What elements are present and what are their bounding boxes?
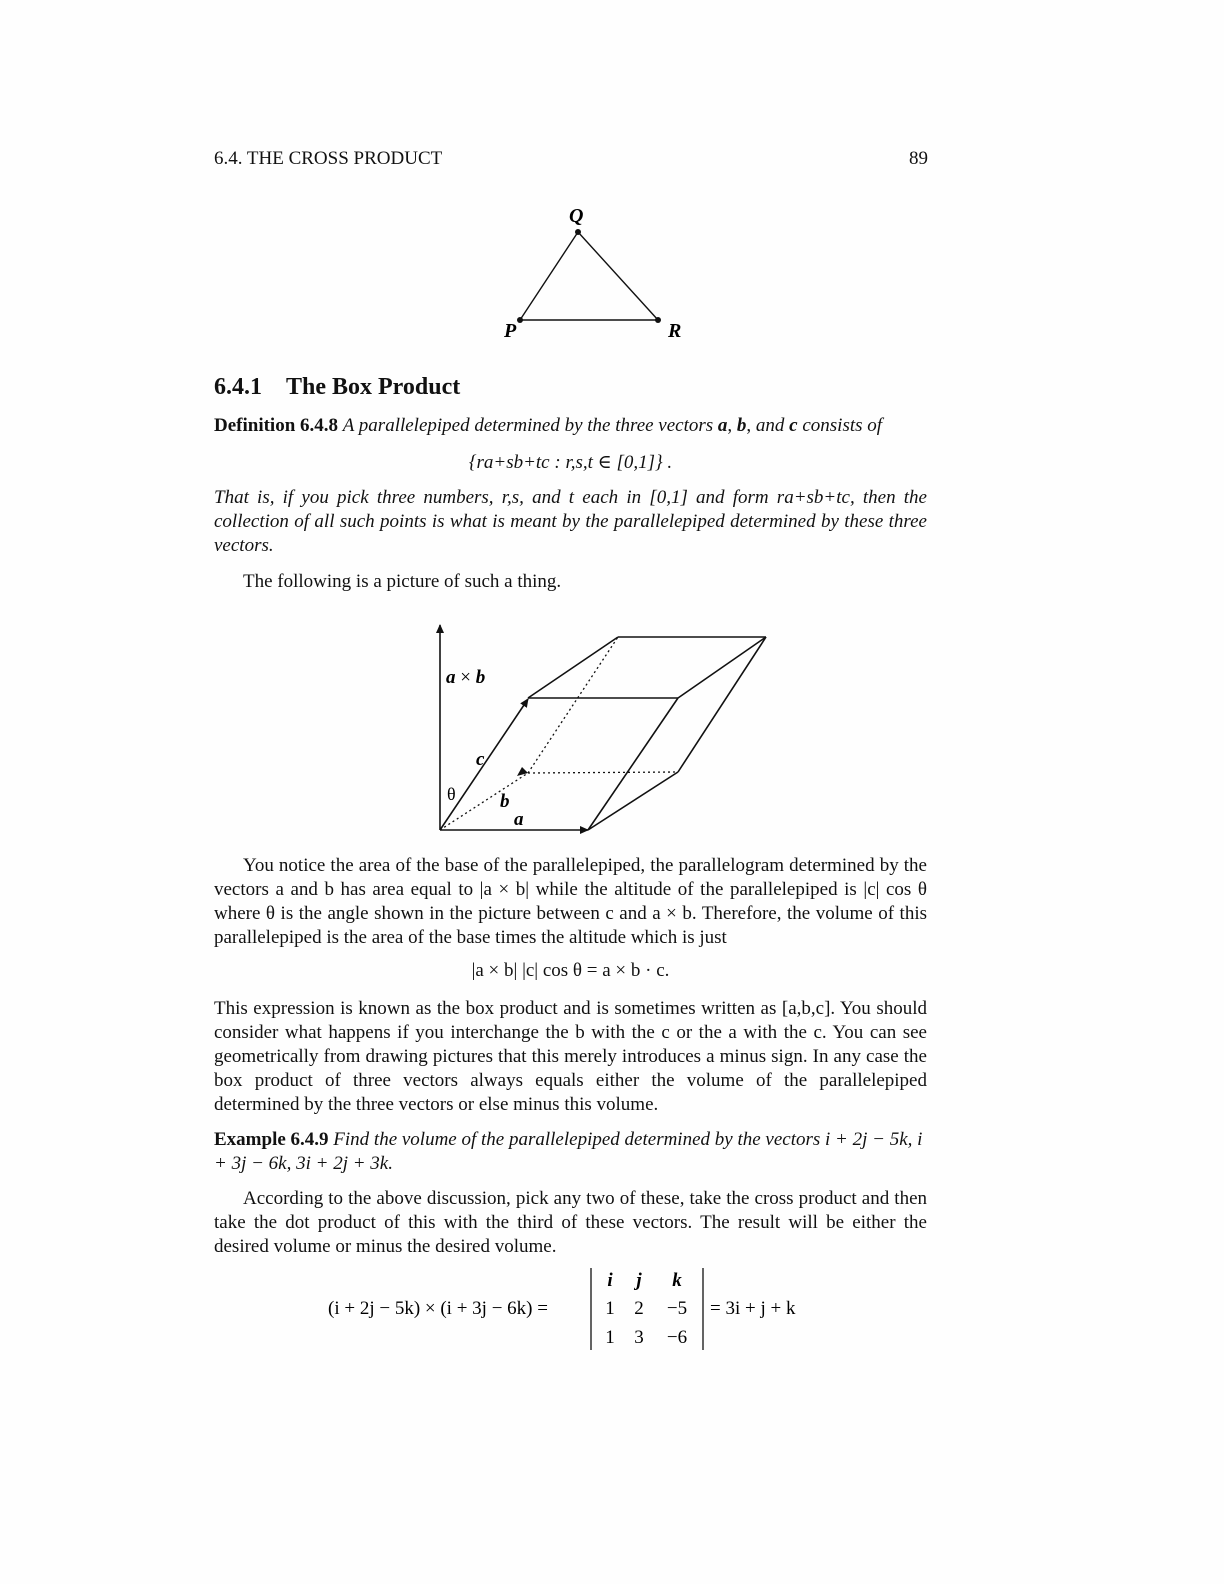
edge bbox=[678, 637, 766, 772]
edge bbox=[678, 637, 766, 698]
point-r bbox=[655, 317, 661, 323]
example-solution: According to the above discussion, pick any two of these, take the cross product and then take the dot product of this with the third of these vectors. The result will be either the desired volume or minus the desired volume. bbox=[214, 1188, 927, 1257]
volume-formula: |a × b| |c| cos θ = a × b · c. bbox=[471, 960, 670, 981]
picture-intro: The following is a picture of such a thing. bbox=[243, 571, 562, 592]
label-axb: a × b bbox=[446, 667, 486, 688]
det-cell-j: j bbox=[636, 1270, 642, 1291]
example-text: Find the volume of the parallelepiped determined by the vectors i + 2j − 5k, i + 3j − 6k, 3i + 2j + 3k. bbox=[214, 1129, 923, 1174]
label-p: P bbox=[504, 320, 517, 342]
determinant-equation bbox=[214, 1262, 927, 1357]
determinant-rhs: = 3i + j + k bbox=[710, 1298, 796, 1319]
b-vector-arrowhead bbox=[517, 767, 528, 776]
det-cell: −5 bbox=[666, 1298, 688, 1319]
label-c: c bbox=[476, 749, 485, 770]
edge bbox=[528, 637, 618, 698]
comma: , bbox=[746, 415, 752, 436]
det-cell: 1 bbox=[605, 1327, 615, 1348]
comma: , bbox=[727, 415, 733, 436]
section-heading bbox=[214, 374, 460, 401]
section-title: The Box Product bbox=[286, 374, 461, 400]
det-cell-i: i bbox=[607, 1270, 613, 1291]
example-label: Example 6.4.9 bbox=[214, 1129, 329, 1150]
label-theta: θ bbox=[447, 784, 456, 804]
vector-b: b bbox=[736, 415, 747, 436]
determinant-lhs: (i + 2j − 5k) × (i + 3j − 6k) = bbox=[328, 1298, 548, 1319]
point-q bbox=[575, 229, 581, 235]
label-b: b bbox=[500, 791, 510, 812]
triangle-edge-qr bbox=[578, 232, 658, 320]
running-head bbox=[214, 148, 928, 170]
label-a: a bbox=[514, 809, 524, 830]
hidden-edge bbox=[528, 772, 678, 773]
triangle-figure bbox=[490, 200, 710, 350]
page-number: 89 bbox=[909, 148, 928, 169]
label-q: Q bbox=[569, 205, 584, 227]
det-cell: 3 bbox=[634, 1327, 644, 1348]
point-p bbox=[517, 317, 523, 323]
label-r: R bbox=[668, 320, 682, 342]
vector-c: c bbox=[789, 415, 798, 436]
example bbox=[214, 1128, 927, 1176]
definition-intro: A parallelepiped determined by the three vectors bbox=[342, 415, 714, 436]
edge bbox=[588, 698, 678, 830]
box-paragraph: This expression is known as the box product and is sometimes written as [a,b,c]. You should consider what happens if you interchange the b with the c or the a with the c. You can see geometrically from drawing pictures that this merely introduces a minus sign. In any case the box product of three vectors always equals either the volume of the parallelepiped determined by the three vectors or else minus this volume. bbox=[214, 998, 927, 1115]
vector-a: a bbox=[717, 415, 728, 436]
edge bbox=[588, 772, 678, 830]
det-cell-k: k bbox=[672, 1270, 682, 1291]
section-number: 6.4.1 bbox=[214, 374, 262, 400]
definition bbox=[214, 414, 927, 438]
set-formula: {ra+sb+tc : r,s,t ∈ [0,1]} . bbox=[468, 452, 673, 473]
definition-label: Definition 6.4.8 bbox=[214, 415, 339, 436]
triangle-edge-pq bbox=[520, 232, 578, 320]
and-text: and bbox=[755, 415, 785, 436]
definition-explanation: That is, if you pick three numbers, r,s, and t each in [0,1] and form ra+sb+tc, then the collection of all such points is what is meant by the parallelepiped determined by these three vectors. bbox=[214, 487, 927, 556]
det-cell: 2 bbox=[634, 1298, 644, 1319]
running-head-section: 6.4. THE CROSS PRODUCT bbox=[214, 148, 443, 169]
det-cell: 1 bbox=[605, 1298, 615, 1319]
volume-paragraph: You notice the area of the base of the parallelepiped, the parallelogram determined by the vectors a and b has area equal to |a × b| while the altitude of the parallelepiped is |c| cos θ where θ is the angle shown in the picture between c and a × b. Therefore, the volume of this parallelepiped is the area of the base times the altitude which is just bbox=[214, 855, 927, 948]
consists-text: consists of bbox=[802, 415, 883, 436]
parallelepiped-figure bbox=[420, 615, 790, 845]
hidden-edge bbox=[528, 637, 618, 773]
det-cell: −6 bbox=[666, 1327, 688, 1348]
